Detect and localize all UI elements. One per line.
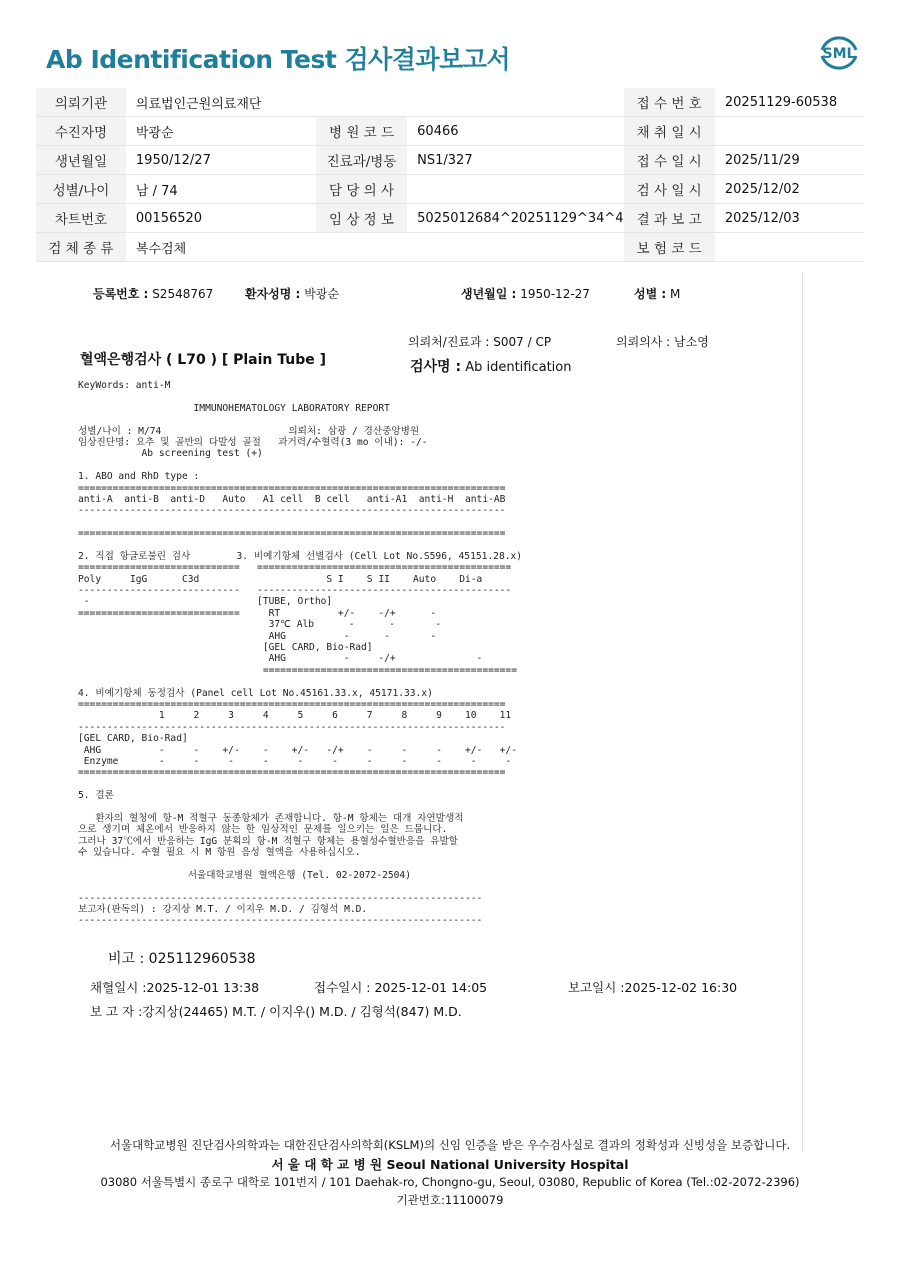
info-row (36, 204, 864, 233)
report-line: IMMUNOHEMATOLOGY LABORATORY REPORT (78, 402, 390, 414)
info-value (407, 233, 623, 262)
info-value: 1950/12/27 (126, 146, 316, 175)
report-line: 수 있습니다. 수혈 필요 시 M 항원 음성 혈액을 사용하십시오. (78, 847, 361, 859)
report-line: ============================================ (78, 664, 517, 676)
report-line: KeyWords: anti-M (78, 380, 171, 391)
report-line (78, 801, 522, 812)
info-value (316, 233, 407, 262)
report-line: ============================ RT +/- -/+ - (78, 607, 437, 619)
info-value: 60466 (407, 117, 623, 146)
info-value: 00156520 (126, 204, 316, 233)
report-line: AHG - - - (78, 630, 437, 642)
certification-statement: 서울대학교병원 진단검사의학과는 대한진단검사의학회(KSLM)의 신임 인증을 받은 우수검사실로 결과의 정확성과 신빙성을 보증합니다. (109, 1138, 791, 1152)
info-label: 차트번호 (36, 204, 126, 233)
info-label: 보 험 코 드 (624, 233, 715, 262)
report-line: 임상진단명: 요추 및 골반의 다발성 골절 과거력/수혈력(3 mo 이내): -/- (78, 436, 428, 448)
report-line: ============================ ============================================ (78, 562, 512, 574)
birth-date: 생년월일 : 1950-12-27 (461, 287, 590, 301)
report-line: ---------------------------------------------------------------------- (78, 915, 483, 927)
info-value: 복수검체 (126, 233, 316, 262)
info-label: 접 수 번 호 (624, 88, 715, 117)
info-label: 병 원 코 드 (316, 117, 407, 146)
report-line: ========================================================================== (78, 528, 506, 540)
report-line (78, 539, 522, 550)
info-label: 의뢰기관 (36, 88, 126, 117)
patient-info-table (36, 88, 864, 262)
info-value: 2025/12/02 (715, 175, 864, 204)
info-value (316, 88, 407, 117)
report-line: -------------------------------------------------------------------------- (78, 721, 506, 733)
ordering-doctor: 의뢰의사 : 남소영 (616, 335, 709, 349)
collected-time: 채혈일시 :2025-12-01 13:38 (90, 980, 260, 995)
report-line: 37℃ Alb - - - (78, 619, 442, 631)
info-label: 검 사 일 시 (624, 175, 715, 204)
report-line: 그러나 37℃에서 반응하는 IgG 분획의 항-M 적혈구 항체는 용혈성수혈반응을 유발할 (78, 835, 459, 847)
report-line: 환자의 혈청에 항-M 적혈구 동종항체가 존재합니다. 항-M 항체는 대개 자연발생적 (78, 812, 464, 824)
report-line (78, 414, 522, 425)
info-label: 결 과 보 고 (624, 204, 715, 233)
info-label: 성별/나이 (36, 175, 126, 204)
report-line: ========================================================================== (78, 767, 506, 779)
lab-report-body (78, 380, 522, 927)
report-line: 5. 결론 (78, 790, 114, 802)
note: 비고 : 025112960538 (108, 951, 256, 967)
report-line: 서울대학교병원 혈액은행 (Tel. 02-2072-2504) (78, 869, 411, 881)
report-line (78, 391, 522, 402)
report-line: 성별/나이 : M/74 의뢰처: 삼광 / 경산중앙병원 (78, 425, 420, 437)
department: 의뢰처/진료과 : S007 / CP (408, 335, 552, 349)
report-line: 2. 직접 항글로불린 검사 3. 비예기항체 선별검사 (Cell Lot No.S596, 45151.28.x) (78, 550, 523, 562)
report-title: Ab Identification Test 검사결과보고서 (46, 45, 511, 74)
report-line: 보고자(판독의) : 강지상 M.T. / 이지우 M.D. / 김형석 M.D. (78, 903, 368, 915)
info-label: 임 상 정 보 (316, 204, 407, 233)
info-value: NS1/327 (407, 146, 623, 175)
reporter: 보 고 자 :강지상(24465) M.T. / 이지우() M.D. / 김형석(847) M.D. (90, 1004, 462, 1019)
info-value: 박광순 (126, 117, 316, 146)
info-value (715, 117, 864, 146)
info-row (36, 175, 864, 204)
report-line: 으로 생기며 체온에서 반응하지 않는 한 임상적인 문제를 일으키는 일은 드뭅니다. (78, 824, 448, 836)
info-label: 담 당 의 사 (316, 175, 407, 204)
svg-text:SML: SML (822, 46, 856, 62)
info-value: 5025012684^20251129^34^4 (407, 204, 623, 233)
patient-name: 환자성명 : 박광순 (245, 287, 339, 301)
info-label: 진료과/병동 (316, 146, 407, 175)
report-line: ---------------------------------------------------------------------- (78, 892, 483, 904)
report-line (78, 517, 522, 528)
report-line: AHG - -/+ - (78, 653, 483, 665)
info-value (407, 88, 623, 117)
info-label: 검 체 종 류 (36, 233, 126, 262)
info-label: 채 취 일 시 (624, 117, 715, 146)
report-line: [GEL CARD, Bio-Rad] (78, 733, 188, 745)
info-row (36, 117, 864, 146)
info-row (36, 88, 864, 117)
info-value (715, 233, 864, 262)
info-label: 수진자명 (36, 117, 126, 146)
institution-number: 기관번호:11100079 (396, 1193, 504, 1207)
info-value: 2025/12/03 (715, 204, 864, 233)
report-line: Enzyme - - - - - - - - - - - (78, 755, 512, 767)
info-value: 20251129-60538 (715, 88, 864, 117)
report-line: - [TUBE, Ortho] (78, 596, 333, 608)
report-line: 1 2 3 4 5 6 7 8 9 10 11 (78, 710, 512, 722)
report-line: ---------------------------- -------------------------------------------- (78, 585, 512, 597)
report-line: [GEL CARD, Bio-Rad] (78, 641, 373, 653)
test-name: 검사명 : Ab identification (410, 359, 572, 375)
info-value (407, 175, 623, 204)
test-title: 혈액은행검사 ( L70 ) [ Plain Tube ] (80, 352, 327, 368)
received-time: 접수일시 : 2025-12-01 14:05 (314, 980, 488, 995)
sml-logo (816, 30, 862, 74)
scan-edge (802, 272, 803, 1152)
report-line: Poly IgG C3d S I S II Auto Di-a (78, 573, 483, 585)
info-label: 접 수 일 시 (624, 146, 715, 175)
info-value: 남 / 74 (126, 175, 316, 204)
registration-number: 등록번호 : S2548767 (93, 287, 214, 301)
hospital-name: 서 울 대 학 교 병 원 Seoul National University Hospital (271, 1157, 629, 1172)
info-label: 생년월일 (36, 146, 126, 175)
hospital-address: 03080 서울특별시 종로구 대학로 101번지 / 101 Daehak-ro, Chongno-gu, Seoul, 03080, Republic of Korea (Tel.:02-2072-2396) (100, 1175, 800, 1189)
report-line: AHG - - +/- - +/- -/+ - - - +/- +/- (78, 744, 517, 756)
info-value: 2025/11/29 (715, 146, 864, 175)
reported-time: 보고일시 :2025-12-02 16:30 (568, 980, 738, 995)
report-line (78, 460, 522, 471)
report-line (78, 881, 522, 892)
report-line: 1. ABO and RhD type : (78, 471, 200, 483)
report-line: ========================================================================== (78, 698, 506, 710)
report-line: 4. 비예기항체 동정검사 (Panel cell Lot No.45161.33.x, 45171.33.x) (78, 687, 433, 699)
info-row (36, 146, 864, 175)
info-value: 의료법인근원의료재단 (126, 88, 316, 117)
info-row (36, 233, 864, 262)
report-line: Ab screening test (+) (78, 448, 263, 460)
report-line: -------------------------------------------------------------------------- (78, 505, 506, 517)
report-line: anti-A anti-B anti-D Auto A1 cell B cell anti-A1 anti-H anti-AB (78, 493, 506, 505)
report-line: ========================================================================== (78, 482, 506, 494)
patient-sex: 성별 : M (634, 287, 681, 301)
report-line (78, 779, 522, 790)
report-line (78, 858, 522, 869)
report-line (78, 676, 522, 687)
